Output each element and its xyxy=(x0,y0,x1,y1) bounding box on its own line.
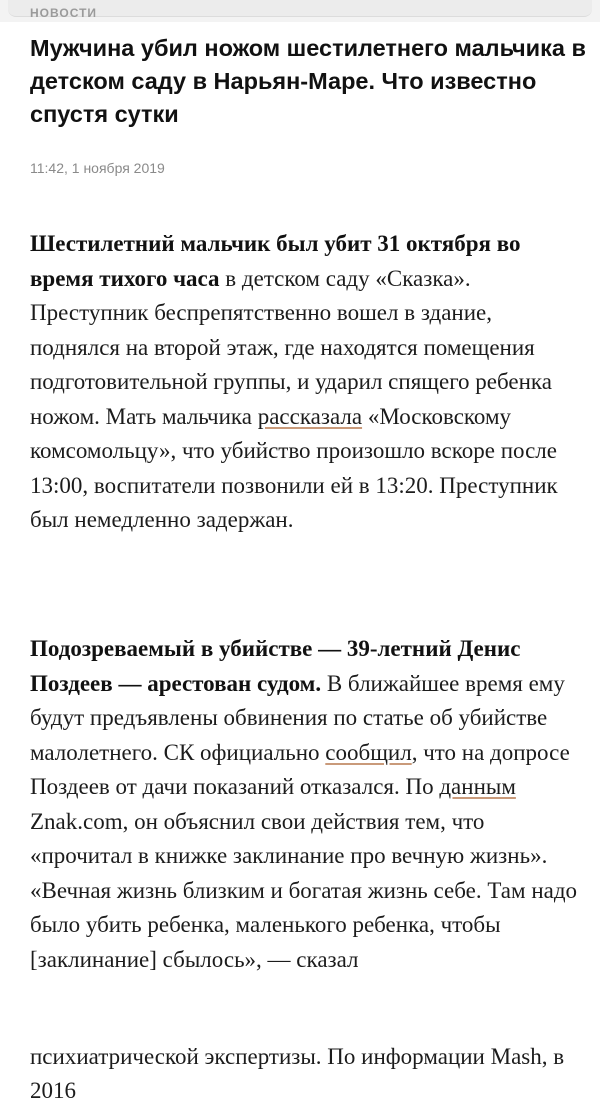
article-headline: Мужчина убил ножом шестилетнего мальчика в детском саду в Нарьян-Маре. Что известно спустя сутки xyxy=(30,35,586,127)
paragraph-1-text-2: «Московскому комсомольцу», что убийство произошло вскоре после 13:00, воспитатели позвонили ей в 13:20. Преступник был немедленно задержан. xyxy=(30,403,558,532)
paragraph-2-text-3: Znak.com, он объяснил свои действия тем, что «прочитал в книжке заклинание про вечную жизнь». «Вечная жизнь близким и богатая жизнь себе. Там надо было убить ребенка, маленького ребенка, чтобы [заклинание] сбылось», — сказал xyxy=(30,808,578,972)
article-paragraph-2 xyxy=(30,632,585,977)
paragraph-2-text-1: В ближайшее время ему будут предъявлены обвинения по статье об убийстве малолетнего. СК официально xyxy=(30,670,565,765)
link-rasskazala[interactable]: рассказала xyxy=(257,403,363,429)
section-label[interactable]: НОВОСТИ xyxy=(30,6,98,20)
paragraph-1-lead: Шестилетний мальчик был убит 31 октября во время тихого часа xyxy=(30,231,521,291)
paragraph-1-text-1: в детском саду «Сказка». Преступник беспрепятственно вошел в здание, поднялся на второй этаж, где находятся помещения подготовительной группы, и ударил спящего ребенка ножом. Мать мальчика xyxy=(30,265,552,429)
cut-off-line-text: психиатрической экспертизы. По информации Mash, в 2016 xyxy=(30,1044,565,1103)
article-date: 11:42, 1 ноября 2019 xyxy=(30,160,165,176)
article-cut-off-line xyxy=(30,1044,585,1103)
link-dannym[interactable]: данным xyxy=(439,774,516,799)
article-paragraph-1 xyxy=(30,227,585,538)
link-soobshchil[interactable]: сообщил xyxy=(325,739,412,765)
paragraph-2-lead: Подозреваемый в убийстве — 39-летний Денис Поздеев — арестован судом. xyxy=(30,636,521,696)
paragraph-2-text-2: , что на допросе Поздеев от дачи показаний отказался. По xyxy=(30,739,570,799)
